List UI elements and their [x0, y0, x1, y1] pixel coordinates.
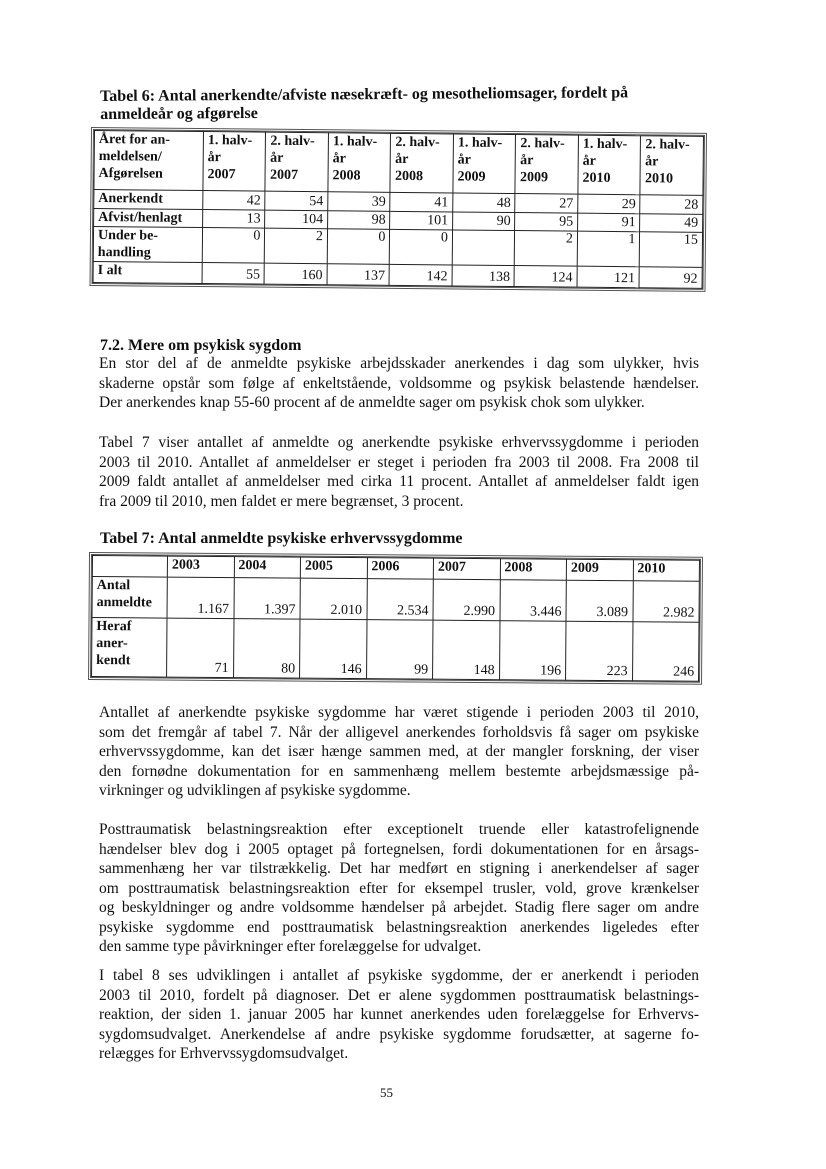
- table-row-total: [93, 261, 702, 288]
- table-cell: 0: [327, 229, 390, 265]
- table-cell: 2.010: [300, 578, 367, 620]
- table7-col-header: 2006: [367, 558, 434, 580]
- table-cell: 98: [328, 211, 391, 230]
- table7-col-header: 2005: [300, 557, 367, 579]
- table-cell: 142: [389, 264, 452, 286]
- table-cell: 1.397: [234, 578, 301, 620]
- table7-col-header: 2009: [566, 559, 633, 581]
- table-cell: 48: [453, 193, 516, 213]
- table6-col-header: 2. halv- år 2010: [640, 136, 703, 196]
- table-cell: 2.534: [367, 579, 434, 621]
- table6-col-header: 1. halv- år 2007: [203, 132, 266, 192]
- table6-col-header: 2. halv- år 2009: [515, 135, 578, 195]
- table-cell: 55: [202, 263, 265, 285]
- row-label: Heraf aner- kendt: [92, 618, 167, 678]
- table-cell: 13: [203, 210, 266, 229]
- table-row: [93, 227, 702, 268]
- table-cell: 29: [578, 194, 641, 214]
- table-cell: 92: [639, 267, 702, 289]
- row-label: Afvist/henlagt: [94, 209, 203, 228]
- table7: [91, 555, 700, 682]
- table6-col-header: 1. halv- år 2009: [453, 134, 516, 194]
- table6-caption: [100, 84, 690, 124]
- table-cell: 3.089: [566, 580, 633, 622]
- paragraph-2: Tabel 7 viser antallet af anmeldte og anerkendte psykiske erhvervssygdomme i perioden 2003 til 2010. Antallet af anmeldelser er steget i perioden fra 2003 til 2008. Fra 2008 til 2009 faldt antallet af anmeldelser med cirka 11 procent. Antallet af anmeldelser faldt igen fra 2009 til 2010, men faldet er mere begrænset, 3 procent.: [99, 434, 699, 510]
- table-cell: 2.982: [632, 581, 699, 623]
- table7-col-header: 2008: [500, 559, 567, 581]
- table6-col-header: 2. halv- år 2008: [390, 133, 453, 193]
- table-cell: 137: [327, 264, 390, 286]
- paragraph-4: Posttraumatisk belastningsreaktion efter exceptionelt truende eller katastrofelignende hændelser blev dog i 2005 optaget på fortegnelsen, fordi dokumentationen for en årsags- sammenhæng her var tilstrækkelig. Det har medført en stigning i anerkendelser af sager om posttraumatisk belastningsreaktion efter for eksempel trusler, vold, grove krænkelser og beskyldninger og andre voldsomme hændelser på arbejdet. Stadig flere sager om andre psykiske sygdomme end posttraumatisk belastningsreaktion anerkendes ligeledes efter den samme type påvirkninger efter forelæggelse for udvalget.: [99, 821, 699, 955]
- table-cell: 49: [640, 214, 703, 233]
- table-cell: 104: [265, 210, 328, 229]
- table-cell: 0: [390, 229, 453, 265]
- table-cell: 15: [640, 232, 703, 268]
- table-cell: 71: [167, 618, 234, 678]
- page-number: 55: [380, 1085, 393, 1100]
- table-cell: 1: [577, 231, 640, 267]
- paragraph-5: I tabel 8 ses udviklingen i antallet af psykiske sygdomme, der er anerkendt i perioden 2003 til 2010, fordelt på diagnoser. Det er alene sygdommen posttraumatisk belastnings- reaktion, der siden 1. januar 2005 har kunnet anerkendes uden forelæggelse for Erhvervs- sygdomsudvalget. Anerkendelse af andre psykiske sygdomme forudsætter, at sagerne fo- relægges for Erhvervssygdomsudvalget.: [99, 967, 699, 1062]
- table-cell: 99: [366, 620, 433, 680]
- table6-caption-line1: Tabel 6: Antal anerkendte/afviste næsekræft- og mesotheliomsager, fordelt på: [100, 84, 629, 105]
- table-cell: 148: [433, 620, 500, 680]
- table7-col-header: 2010: [633, 560, 700, 582]
- table6-caption-line2: anmeldeår og afgørelse: [100, 104, 258, 123]
- section-heading: 7.2. Mere om psykisk sygdom: [100, 337, 302, 354]
- table-cell: 101: [390, 211, 453, 230]
- table7-caption: Tabel 7: Antal anmeldte psykiske erhvervssygdomme: [100, 530, 463, 547]
- row-label: Antal anmeldte: [92, 577, 167, 619]
- table-cell: 28: [640, 195, 703, 215]
- table-cell: 121: [577, 266, 640, 288]
- table-cell: 223: [566, 621, 633, 681]
- paragraph-3: Antallet af anerkendte psykiske sygdomme har været stigende i perioden 2003 til 2010, som det fremgår af tabel 7. Når der alligevel anerkendes forholdsvis få sager om psykiske erhvervssygdomme, kan det især hænge sammen med, at der mangler forskning, der viser den fornødne dokumentation for en sammenhæng mellem bestemte arbejdsmæssige på- virkninger og udviklingen af psykiske sygdomme.: [99, 704, 699, 799]
- table7-col-header: 2007: [433, 558, 500, 580]
- table6-header-row: [94, 131, 704, 196]
- table-row: [92, 618, 699, 682]
- table-cell: 124: [514, 266, 577, 288]
- table-cell: 2.990: [433, 579, 500, 621]
- table-cell: 3.446: [499, 580, 566, 622]
- table-cell: 41: [390, 192, 453, 212]
- table-cell: 42: [203, 191, 266, 211]
- table6-col-header: 1. halv- år 2010: [578, 135, 641, 195]
- table6-col-header: 2. halv- år 2007: [265, 132, 328, 192]
- table-cell: 246: [632, 622, 699, 682]
- table-cell: 95: [515, 213, 578, 232]
- table-cell: [452, 230, 515, 266]
- table-cell: 138: [452, 265, 515, 287]
- table-cell: 90: [453, 212, 516, 231]
- row-label: Anerkendt: [94, 190, 203, 210]
- table-cell: 80: [233, 619, 300, 679]
- table7-col-header: 2003: [167, 556, 234, 578]
- table-cell: 196: [499, 621, 566, 681]
- table-cell: 160: [264, 263, 327, 285]
- row-label: Under be- handling: [93, 227, 202, 263]
- table-cell: 1.167: [167, 577, 234, 619]
- table-cell: 2: [515, 231, 578, 267]
- table-cell: 2: [265, 228, 328, 264]
- table-cell: 146: [300, 619, 367, 679]
- table7-col-header: 2004: [234, 557, 301, 579]
- table7-corner: [92, 556, 167, 578]
- table6: [93, 130, 704, 289]
- paragraph-1: En stor del af de anmeldte psykiske arbejdsskader anerkendes i dag som ulykker, hvis skaderne opstår som følge af enkeltstående, voldsomme og psykisk belastende hændelser. Der anerkendes knap 55-60 procent af de anmeldte sager om psykisk chok som ulykker.: [99, 355, 699, 411]
- table-row: [92, 577, 699, 623]
- table6-col-header: 1. halv- år 2008: [328, 133, 391, 193]
- table-cell: 39: [328, 192, 391, 212]
- table-cell: 27: [515, 194, 578, 214]
- table-cell: 0: [202, 228, 265, 264]
- row-label: I alt: [93, 261, 202, 283]
- table-cell: 54: [265, 191, 328, 211]
- table-cell: 91: [578, 213, 641, 232]
- table6-row-header: Året for an- meldelsen/ Afgørelsen: [94, 131, 204, 191]
